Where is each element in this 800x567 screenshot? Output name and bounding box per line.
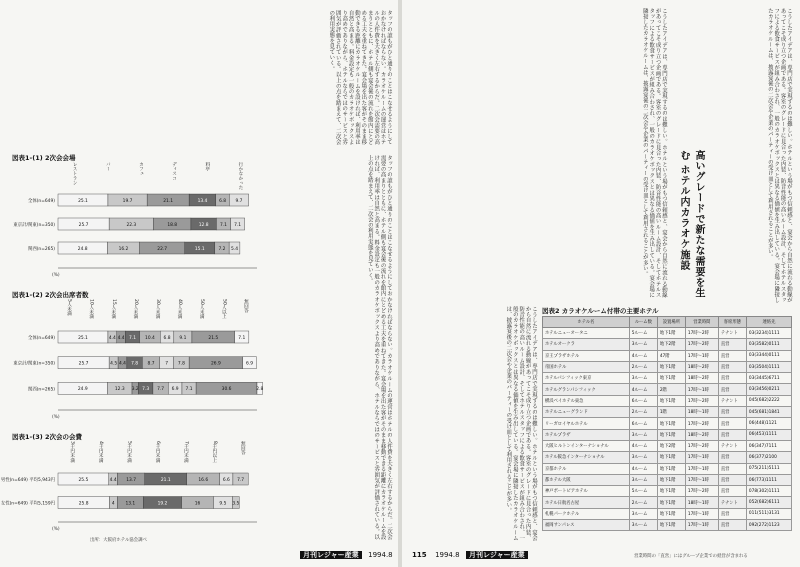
table-cell-11-4: 直営 — [718, 452, 746, 463]
table-cell-11-2: 地下1階 — [657, 452, 685, 463]
fig3-value-label-1-3: 19.2 — [157, 501, 168, 507]
left-footer-issue: 1994.8 — [368, 551, 393, 559]
table-cell-2-5: 03(3344)0111 — [746, 350, 791, 361]
table-cell-1-2: 地下2階 — [657, 339, 685, 350]
table-cell-5-5: 03(3456)0211 — [746, 384, 791, 395]
fig2-value-label-2-7: 30.6 — [221, 387, 232, 393]
fig3-category-label-0: 男性(n=649) 平均5,943円 — [0, 478, 55, 483]
fig1-value-label-1-5: 7.1 — [234, 222, 242, 228]
right-footer — [412, 550, 528, 560]
table-cell-12-4: 直営 — [718, 463, 746, 474]
table-cell-7-1: 2ルーム — [629, 407, 657, 418]
table-cell-8-0: リーガロイヤルホテル — [543, 418, 630, 429]
fig3-value-label-0-0: 25.5 — [78, 477, 89, 483]
table-cell-0-3: 17時〜2時 — [685, 328, 718, 339]
fig2-value-label-1-2: 4.4 — [118, 361, 126, 367]
table-cell-10-3: 17時〜2時 — [685, 440, 718, 451]
table-row — [543, 520, 792, 531]
table-cell-9-1: 3ルーム — [629, 429, 657, 440]
table-cell-5-1: 4ルーム — [629, 384, 657, 395]
table-cell-15-1: 2ルーム — [629, 497, 657, 508]
fig1-value-label-0-4: 6.8 — [219, 198, 227, 204]
fig3-value-label-0-6: 7.7 — [237, 477, 245, 483]
right-footer-issue: 1994.8 — [435, 551, 460, 559]
table-row — [543, 508, 792, 519]
fig2-value-label-2-5: 6.9 — [171, 387, 179, 393]
table-cell-15-0: ホテル日航名古屋 — [543, 497, 630, 508]
table-cell-12-0: 京都ホテル — [543, 463, 630, 474]
fig3-value-label-0-3: 21.1 — [160, 477, 171, 483]
fig2-chart — [10, 297, 265, 422]
table-cell-7-4: 直営 — [718, 407, 746, 418]
table-cell-4-1: 3ルーム — [629, 373, 657, 384]
table-cell-14-5: 078(302)1111 — [746, 486, 791, 497]
table-cell-7-0: ホテルニューグランド — [543, 407, 630, 418]
table-title: 図表2 カラオケルーム付帯の主要ホテル — [542, 307, 659, 315]
table-row — [543, 395, 792, 406]
fig2-value-label-1-4: 8.7 — [147, 361, 155, 367]
fig1-value-label-0-3: 13.4 — [197, 198, 208, 204]
fig2-value-label-2-1: 12.3 — [114, 387, 125, 393]
table-cell-4-5: 03(3445)6711 — [746, 373, 791, 384]
table-cell-15-2: 地下1階 — [657, 497, 685, 508]
fig2-category-label-0: 全体(n=649) — [27, 336, 55, 341]
table-cell-16-0: 札幌パークホテル — [543, 508, 630, 519]
left-footer-brand: 月刊レジャー産業 — [300, 551, 362, 559]
hotel-table-header-cell-2: 設置場所 — [657, 317, 685, 328]
right-footer-page: 115 — [412, 551, 427, 559]
fig3-title: 図表1-(3) 2次会の会費 — [12, 433, 82, 441]
table-row — [543, 373, 792, 384]
fig3-chart — [0, 439, 265, 534]
table-row — [543, 440, 792, 451]
fig2-value-label-1-5: 7 — [165, 361, 169, 367]
table-cell-4-2: 地下1階 — [657, 373, 685, 384]
table-cell-14-4: 直営 — [718, 486, 746, 497]
table-cell-6-1: 6ルーム — [629, 395, 657, 406]
table-cell-15-4: テナント — [718, 497, 746, 508]
table-row — [543, 350, 792, 361]
fig2-title: 図表1-(2) 2次会出席者数 — [12, 291, 89, 299]
table-cell-6-4: テナント — [718, 395, 746, 406]
fig-source-note: 出所：大阪府ホテル協会調べ — [90, 538, 147, 543]
table-cell-17-2: 地下1階 — [657, 520, 685, 531]
fig3-legend-3: 6千円未満 — [155, 441, 160, 463]
fig3-category-label-1: 女性(n=649) 平均5,159円 — [0, 501, 55, 507]
fig2-value-label-0-1: 4.4 — [108, 335, 116, 341]
fig2-value-label-2-6: 7.1 — [185, 387, 193, 393]
table-cell-7-5: 045(681)1841 — [746, 407, 791, 418]
table-cell-6-2: 地下1階 — [657, 395, 685, 406]
table-cell-0-4: テナント — [718, 328, 746, 339]
fig3-legend-0: 3千円未満 — [69, 441, 75, 463]
fig1-value-label-2-0: 24.8 — [77, 246, 88, 252]
table-cell-5-0: ホテルグランパシフィック — [543, 384, 630, 395]
table-cell-13-3: 17時〜1時 — [685, 474, 718, 485]
table-cell-9-3: 18時〜2時 — [685, 429, 718, 440]
fig1-value-label-2-2: 22.7 — [157, 246, 168, 252]
fig2-value-label-0-3: 7.1 — [129, 335, 137, 341]
fig2-legend-0: 5人未満 — [66, 299, 72, 316]
fig2-value-label-0-2: 4.4 — [117, 335, 125, 341]
table-cell-2-0: 京王プラザホテル — [543, 350, 630, 361]
table-row — [543, 407, 792, 418]
table-cell-16-5: 011(511)3131 — [746, 508, 791, 519]
table-cell-10-4: テナント — [718, 440, 746, 451]
table-cell-16-4: 直営 — [718, 508, 746, 519]
table-cell-10-0: 大阪ヒルトンインターナショナル — [543, 440, 630, 451]
hotel-table — [542, 316, 792, 531]
table-cell-12-3: 17時〜1時 — [685, 463, 718, 474]
table-cell-8-2: 地下1階 — [657, 418, 685, 429]
right-footer-brand: 月刊レジャー産業 — [466, 551, 528, 559]
table-cell-3-4: 直営 — [718, 361, 746, 372]
fig2-xlabel: (%) — [52, 415, 60, 420]
fig1-value-label-0-1: 19.7 — [122, 198, 133, 204]
table-cell-10-1: 4ルーム — [629, 440, 657, 451]
table-cell-2-4: 直営 — [718, 350, 746, 361]
fig2-value-label-0-4: 10.4 — [145, 335, 155, 341]
table-cell-17-0: 福岡サンパレス — [543, 520, 630, 531]
table-row — [543, 452, 792, 463]
fig3-legend-6: 無回答 — [240, 441, 246, 455]
fig2-legend-8: 無回答 — [243, 299, 249, 313]
table-cell-12-5: 075(211)5111 — [746, 463, 791, 474]
fig2-category-label-1: 東京計/関東(n=350) — [13, 361, 55, 367]
table-cell-1-1: 3ルーム — [629, 339, 657, 350]
article-headline: 高いグレードで新たな需要を生む ホテル内カラオケ施設 — [678, 150, 704, 299]
table-cell-17-1: 3ルーム — [629, 520, 657, 531]
fig2-value-label-2-4: 7.7 — [157, 387, 165, 393]
table-cell-6-5: 045(682)2222 — [746, 395, 791, 406]
fig1-value-label-1-1: 22.3 — [126, 222, 137, 228]
fig1-value-label-2-5: 5.4 — [231, 246, 239, 252]
fig2-legend-1: 10人未満 — [88, 299, 94, 319]
right-article-text-2: こうしたアイデアは、専門店で実現するのは難しい。ホテルという場がもつ信頼感と、宴会から自然に流れる動線があってこそ成り立つ企画である。客室のグレードに見合った内装、防音性能の高いルーム設計、そしてホテルスタッフによる飲食サービスが組み合わされ、一般のカラオケボックスとは異なる価値を生み出している。宴会場に隣接したカラオケルームは、披露宴後の二次会や企業のパーティーの受け皿として利用されることが多い。 — [641, 8, 667, 298]
fig2-value-label-0-6: 9.1 — [179, 335, 187, 341]
fig2-value-label-2-2: 3.2 — [131, 387, 139, 393]
table-cell-8-3: 17時〜2時 — [685, 418, 718, 429]
fig2-value-label-1-7: 26.9 — [211, 361, 221, 367]
fig1-legend-1: バー — [105, 162, 111, 172]
table-cell-1-0: ホテルオークラ — [543, 339, 630, 350]
fig2-value-label-2-8: 2.8 — [256, 387, 264, 393]
fig3-value-label-0-5: 6.6 — [222, 477, 230, 483]
fig3-value-label-0-1: 4.4 — [109, 477, 117, 483]
table-cell-16-2: 地下1階 — [657, 508, 685, 519]
fig2-value-label-2-0: 24.9 — [77, 387, 88, 393]
fig3-legend-5: 8千円以上 — [211, 441, 217, 463]
fig3-value-label-1-6: 3.5 — [232, 501, 240, 507]
table-row — [543, 429, 792, 440]
fig3-value-label-1-2: 13.1 — [125, 501, 136, 507]
table-cell-4-0: ホテルパシフィック東京 — [543, 373, 630, 384]
fig1-value-label-1-4: 7.1 — [219, 222, 227, 228]
fig1-category-label-2: 関西(n=265) — [27, 247, 55, 252]
fig3-value-label-0-4: 16.6 — [198, 477, 209, 483]
table-cell-5-4: 直営 — [718, 384, 746, 395]
table-cell-2-3: 17時〜1時 — [685, 350, 718, 361]
table-cell-5-3: 17時〜1時 — [685, 384, 718, 395]
table-cell-17-3: 17時〜1時 — [685, 520, 718, 531]
table-cell-17-4: 直営 — [718, 520, 746, 531]
table-cell-13-4: 直営 — [718, 474, 746, 485]
table-row — [543, 418, 792, 429]
table-cell-8-1: 6ルーム — [629, 418, 657, 429]
table-cell-14-0: 神戸ポートピアホテル — [543, 486, 630, 497]
right-article-text: こうしたアイデアは、専門店で実現するのは難しい。ホテルという場がもつ信頼感と、宴会から自然に流れる動線があってこそ成り立つ企画である。客室のグレードに見合った内装、防音性能の高いルーム設計、そしてホテルスタッフによる飲食サービスが組み合わされ、一般のカラオケボックスとは異なる価値を生み出している。宴会場に隣接したカラオケルームは、披露宴後の二次会や企業のパーティーの受け皿として利用されることが多い。 — [766, 8, 792, 303]
fig2-value-label-0-0: 25.1 — [78, 335, 88, 341]
fig3-value-label-1-5: 9.5 — [219, 501, 227, 507]
table-cell-9-4: 直営 — [718, 429, 746, 440]
hotel-table-header-cell-1: ルーム数 — [629, 317, 657, 328]
table-cell-9-0: ホテルプラザ — [543, 429, 630, 440]
fig1-value-label-2-3: 15.1 — [194, 246, 205, 252]
left-page — [0, 0, 398, 567]
table-cell-12-2: 地下1階 — [657, 463, 685, 474]
fig1-value-label-0-2: 21.1 — [163, 198, 174, 204]
fig1-value-label-2-4: 7.2 — [218, 246, 226, 252]
table-cell-11-0: ホテル阪急インターナショナル — [543, 452, 630, 463]
table-cell-8-4: 直営 — [718, 418, 746, 429]
table-cell-15-5: 052(682)6111 — [746, 497, 791, 508]
fig1-value-label-2-1: 16.2 — [118, 246, 129, 252]
table-cell-1-3: 17時〜2時 — [685, 339, 718, 350]
fig2-value-label-1-1: 4.5 — [110, 361, 118, 367]
table-cell-0-2: 地下1階 — [657, 328, 685, 339]
left-article-text-2: タッフの誰もがひと通りのことはこなせるようにしておかなければならない。カラオケルームの運営はホテルの人件費を大きく左右するからだ。二次会需要の高まりとともに、ホテル側も宴会後の流れを館内にとどめる工夫を重ねてきた。宴会場を出た客がそのまま移動できる距離にカラオケルームを設ければ、利用率は自然と高まる。料金設定も一般のカラオケボックスより高めでありながら、ホテルならではのサービスと雰囲気が評価されている。以上の点を踏まえて、二次会の利用実態を見ていく。 — [366, 155, 392, 540]
table-cell-13-5: 06(773)1111 — [746, 474, 791, 485]
fig2-value-label-0-8: 7.1 — [238, 335, 246, 341]
fig1-legend-0: レストラン — [72, 162, 78, 185]
fig2-value-label-1-6: 7.8 — [177, 361, 185, 367]
hotel-table-header-cell-4: 客席形態 — [718, 317, 746, 328]
left-article-text: タッフの誰もがひと通りのことはこなせるようにしておかなければならない。カラオケルームの運営はホテルの人件費を大きく左右するからだ。二次会需要の高まりとともに、ホテル側も宴会後の流れを館内にとどめる工夫を重ねてきた。宴会場を出た客がそのまま移動できる距離にカラオケルームを設ければ、利用率は自然と高まる。料金設定も一般のカラオケボックスより高めでありながら、ホテルならではのサービスと雰囲気が評価されている。以上の点を踏まえて、二次会の利用実態を見ていく。 — [328, 10, 392, 145]
fig2-value-label-1-8: 6.9 — [246, 361, 254, 367]
table-cell-4-4: 直営 — [718, 373, 746, 384]
table-cell-11-3: 17時〜1時 — [685, 452, 718, 463]
table-row — [543, 328, 792, 339]
table-cell-13-2: 地下1階 — [657, 474, 685, 485]
fig2-category-label-2: 関西(n=265) — [27, 387, 55, 393]
table-row — [543, 497, 792, 508]
fig3-xlabel: (%) — [52, 527, 60, 532]
table-cell-17-5: 092(272)1123 — [746, 520, 791, 531]
table-cell-15-3: 18時〜1時 — [685, 497, 718, 508]
table-cell-10-5: 06(347)7111 — [746, 440, 791, 451]
table-cell-16-3: 17時〜1時 — [685, 508, 718, 519]
table-cell-5-2: 2階 — [657, 384, 685, 395]
table-cell-2-1: 4ルーム — [629, 350, 657, 361]
table-cell-1-5: 03(3582)0111 — [746, 339, 791, 350]
fig2-value-label-2-3: 7.3 — [142, 387, 150, 393]
fig1-value-label-0-0: 25.1 — [78, 198, 88, 204]
table-cell-11-1: 3ルーム — [629, 452, 657, 463]
table-cell-14-1: 5ルーム — [629, 486, 657, 497]
fig1-title: 図表1-(1) 2次会会場 — [12, 154, 76, 162]
fig2-value-label-0-5: 6.8 — [163, 335, 171, 341]
table-cell-3-2: 地下1階 — [657, 361, 685, 372]
fig1-category-label-0: 全体(n=649) — [27, 199, 55, 204]
fig1-value-label-1-0: 25.7 — [78, 222, 89, 228]
fig2-value-label-0-7: 21.5 — [208, 335, 219, 341]
right-article-text-3: こうしたアイデアは、専門店で実現するのは難しい。ホテルという場がもつ信頼感と、宴会から自然に流れる動線があってこそ成り立つ企画である。客室のグレードに見合った内装、防音性能の高いルーム設計、そしてホテルスタッフによる飲食サービスが組み合わされ、一般のカラオケボックスとは異なる価値を生み出している。宴会場に隣接したカラオケルームは、披露宴後の二次会や企業のパーティーの受け皿として利用されることが多い。 — [505, 306, 537, 541]
fig3-value-label-1-0: 25.8 — [78, 501, 89, 507]
hotel-table-header-cell-3: 営業時間 — [685, 317, 718, 328]
table-cell-16-1: 3ルーム — [629, 508, 657, 519]
table-cell-0-5: 03(3234)1111 — [746, 328, 791, 339]
fig1-legend-4: 料亭 — [204, 162, 210, 172]
table-cell-7-3: 18時〜1時 — [685, 407, 718, 418]
fig3-legend-2: 5千円未満 — [126, 441, 132, 463]
table-cell-14-2: 地下1階 — [657, 486, 685, 497]
fig3-value-label-1-4: 16 — [194, 501, 201, 507]
fig2-value-label-1-3: 7.8 — [131, 361, 139, 367]
fig1-legend-2: カフェ — [138, 162, 144, 176]
table-cell-3-5: 03(3504)1111 — [746, 361, 791, 372]
table-cell-13-0: 都ホテル大阪 — [543, 474, 630, 485]
fig1-value-label-1-3: 12.8 — [198, 222, 209, 228]
table-cell-3-0: 帝国ホテル — [543, 361, 630, 372]
fig2-legend-5: 40人未満 — [177, 299, 183, 319]
table-cell-14-3: 17時〜2時 — [685, 486, 718, 497]
table-row — [543, 384, 792, 395]
table-cell-8-5: 06(448)1121 — [746, 418, 791, 429]
fig2-legend-4: 30人未満 — [155, 299, 160, 319]
table-cell-7-2: 1階 — [657, 407, 685, 418]
fig3-value-label-0-2: 13.7 — [126, 477, 137, 483]
table-cell-10-2: 地下2階 — [657, 440, 685, 451]
table-cell-3-1: 2ルーム — [629, 361, 657, 372]
table-cell-6-3: 17時〜2時 — [685, 395, 718, 406]
fig1-xlabel: (%) — [52, 273, 60, 278]
table-cell-4-3: 18時〜2時 — [685, 373, 718, 384]
table-cell-9-2: 地下1階 — [657, 429, 685, 440]
fig1-value-label-0-5: 9.7 — [235, 198, 243, 204]
table-cell-3-3: 18時〜2時 — [685, 361, 718, 372]
fig2-legend-3: 20人未満 — [132, 299, 138, 319]
table-note: 営業時間の「直営」にはグループ企業での経営が含まれる — [634, 554, 748, 559]
table-row — [543, 361, 792, 372]
table-row — [543, 463, 792, 474]
fig2-legend-6: 50人未満 — [199, 299, 205, 319]
table-row — [543, 486, 792, 497]
fig3-legend-1: 4千円未満 — [98, 441, 104, 463]
fig2-value-label-1-0: 25.7 — [78, 361, 89, 367]
hotel-table-header-cell-0: ホテル名 — [543, 317, 630, 328]
right-page — [402, 0, 800, 567]
hotel-table-header — [543, 317, 792, 328]
fig2-legend-7: 50人以上 — [221, 299, 227, 319]
table-cell-1-4: 直営 — [718, 339, 746, 350]
fig1-legend-3: ディスコ — [171, 162, 177, 181]
table-cell-2-2: 47階 — [657, 350, 685, 361]
table-cell-13-1: 3ルーム — [629, 474, 657, 485]
table-row — [543, 474, 792, 485]
table-cell-11-5: 06(377)2100 — [746, 452, 791, 463]
table-cell-0-0: ホテルニューオータニ — [543, 328, 630, 339]
table-cell-6-0: 横浜ベイホテル東急 — [543, 395, 630, 406]
fig1-chart — [10, 160, 265, 280]
fig2-legend-2: 15人未満 — [110, 299, 116, 319]
fig1-category-label-1: 東京計/関東(n=350) — [13, 223, 55, 228]
table-cell-12-1: 4ルーム — [629, 463, 657, 474]
fig3-value-label-1-1: 4 — [111, 501, 115, 507]
hotel-table-header-cell-5: 連絡先 — [746, 317, 791, 328]
table-cell-0-1: 5ルーム — [629, 328, 657, 339]
fig3-legend-4: 7千円未満 — [183, 441, 189, 463]
fig1-legend-5: 行かなかった — [237, 162, 243, 190]
table-row — [543, 339, 792, 350]
table-cell-9-5: 06(453)1111 — [746, 429, 791, 440]
fig1-value-label-1-2: 18.8 — [167, 222, 178, 228]
